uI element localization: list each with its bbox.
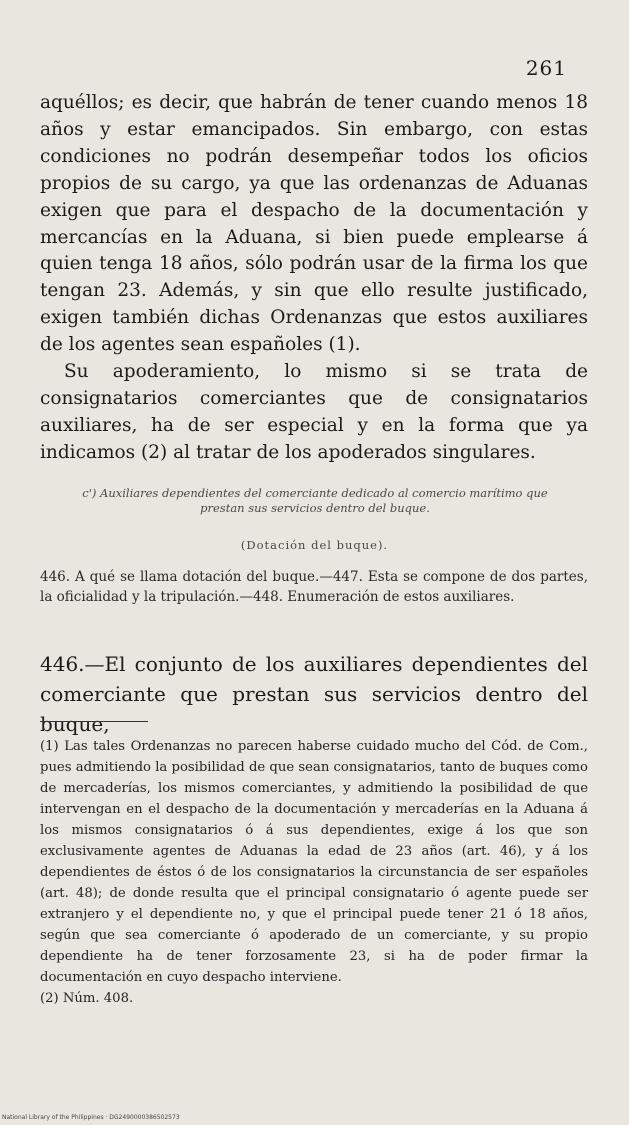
paragraph-446: 446.—El conjunto de los auxiliares dependientes del comerciante que prestan sus servicios dentro del buque, xyxy=(40,652,588,736)
section-subheading: (Dotación del buque). xyxy=(240,538,389,552)
main-text xyxy=(40,90,588,467)
paragraph: aquéllos; es decir, que habrán de tener cuando menos 18 años y estar emancipados. Sin embargo, con estas condiciones no podrán desempeñar todos los oficios propios de su cargo, ya que las ordenanzas de Aduanas exigen que para el despacho de la documentación y mercancías en la Aduana, si bien puede emplearse á quien tenga 18 años, sólo podrán usar de la firma los que tengan 23. Además, y sin que ello resulte justificado, exigen también dichas Ordenanzas que estos auxiliares de los agentes sean españoles (1). xyxy=(40,92,588,356)
scan-footer: National Library of the Philippines · DG2490000386502573 xyxy=(2,1114,180,1121)
footnote-divider xyxy=(40,721,148,722)
section-heading: c') Auxiliares dependientes del comerciante dedicado al comercio marítimo que prestan sus servicios dentro del buque. xyxy=(82,486,548,515)
footnote: (1) Las tales Ordenanzas no parecen haberse cuidado mucho del Cód. de Com., pues admitiendo la posibilidad de que sean consignatarios, tanto de buques como de mercaderías, los mismos comerciantes, y admitiendo la posibilidad de que intervengan en el despacho de la documentación y mercaderías en la Aduana á los mismos consignatarios ó á sus dependientes, exige á los que son exclusivamente agentes de Aduanas la edad de 23 años (art. 46), y á los dependientes de éstos ó de los consignatarios la circunstancia de ser españoles (art. 48); de donde resulta que el principal consignatario ó agente puede ser extranjero y el dependiente no, y que el principal puede tener 21 ó 18 años, según que sea comerciante ó apoderado de un comerciante, y su propio dependiente ha de tener forzosamente 23, si ha de poder firmar la documentación en cuyo despacho interviene. xyxy=(40,739,588,985)
page-number: 261 xyxy=(525,56,567,80)
footnote: (2) Núm. 408. xyxy=(40,991,134,1006)
section-summary: 446. A qué se llama dotación del buque.—447. Esta se compone de dos partes, la oficialidad y la tripulación.—448. Enumeración de estos auxiliares. xyxy=(40,569,588,605)
paragraph: Su apoderamiento, lo mismo si se trata de consignatarios comerciantes que de consignatarios auxiliares, ha de ser especial y en la forma que ya indicamos (2) al tratar de los apoderados singulares. xyxy=(40,361,588,463)
footnotes xyxy=(40,736,588,1009)
